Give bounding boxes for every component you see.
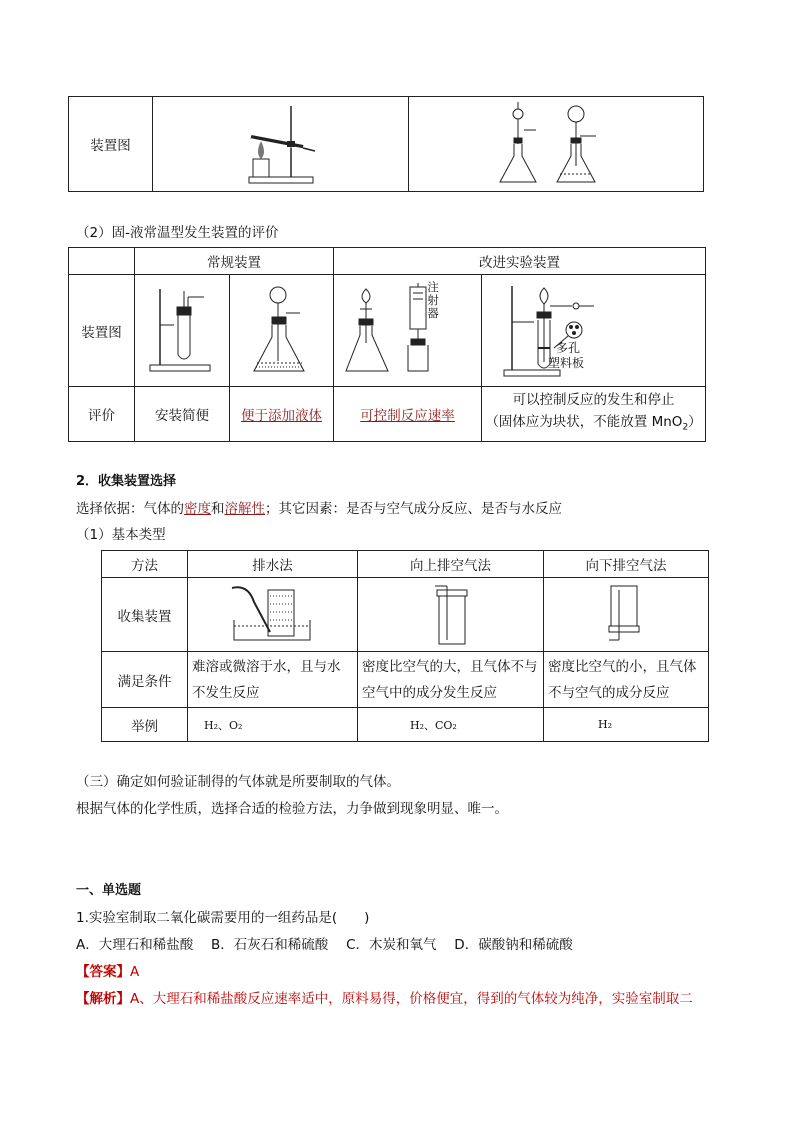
syringe-label: 注射器 bbox=[427, 280, 439, 320]
analysis-line bbox=[76, 987, 693, 1007]
eval-easy-install: 安装简便 bbox=[135, 387, 230, 442]
porous-plate-label-1: 多孔 bbox=[556, 341, 581, 355]
col-upward-air: 向上排空气法 bbox=[358, 551, 544, 578]
answer-value: A bbox=[130, 964, 140, 980]
header-improved-device: 改进实验装置 bbox=[334, 248, 706, 275]
answer-line bbox=[76, 960, 139, 980]
cond-water: 难溶或微溶于水，且与水不发生反应 bbox=[188, 652, 358, 708]
col-water-displacement: 排水法 bbox=[188, 551, 358, 578]
test-tube-apparatus-image bbox=[135, 275, 230, 387]
separatory-funnel-and-syringe-apparatus-image bbox=[334, 275, 482, 387]
porous-plate-label-2: 塑料板 bbox=[548, 356, 585, 370]
question-1-options: A．大理石和稀盐酸 B．石灰石和稀硫酸 C．木炭和氧气 D．碳酸钠和稀硫酸 bbox=[76, 937, 573, 953]
header-empty bbox=[69, 248, 135, 275]
example-upward: H₂、CO₂ bbox=[358, 708, 544, 742]
collect-basis: 选择依据：气体的密度和溶解性；其它因素：是否与空气成分反应、是否与水反应 bbox=[76, 501, 562, 517]
flask-funnel-apparatus-image bbox=[230, 275, 334, 387]
row-examples: 举例 bbox=[102, 708, 188, 742]
col-downward-air: 向下排空气法 bbox=[544, 551, 709, 578]
eval-4-line1: 可以控制反应的发生和停止 bbox=[512, 392, 675, 409]
porous-plate-apparatus-image bbox=[482, 275, 706, 387]
header-normal-device: 常规装置 bbox=[135, 248, 334, 275]
solid-liquid-evaluation-table bbox=[68, 247, 706, 442]
verify-body: 根据气体的化学性质，选择合适的检验方法，力争做到现象明显、唯一。 bbox=[76, 801, 508, 817]
analysis-tag: 【解析】 bbox=[76, 991, 130, 1007]
row-label-apparatus: 装置图 bbox=[69, 275, 135, 387]
collect-heading: 2．收集装置选择 bbox=[76, 474, 177, 489]
water-displacement-image bbox=[188, 578, 358, 652]
row-collection-device: 收集装置 bbox=[102, 578, 188, 652]
question-1: 1.实验室制取二氧化碳需要用的一组药品是( ) bbox=[76, 910, 370, 926]
row-conditions: 满足条件 bbox=[102, 652, 188, 708]
apparatus-table-top bbox=[68, 96, 704, 192]
example-downward: H₂ bbox=[544, 708, 709, 742]
col-method: 方法 bbox=[102, 551, 188, 578]
row-label-apparatus: 装置图 bbox=[69, 97, 153, 192]
downward-air-image bbox=[544, 578, 709, 652]
upward-air-image bbox=[358, 578, 544, 652]
eval-easy-add-liquid: 便于添加液体 bbox=[241, 408, 322, 424]
analysis-text: A、大理石和稀盐酸反应速率适中，原料易得，价格便宜，得到的气体较为纯净，实验室制取二 bbox=[130, 991, 693, 1007]
verify-title: （三）确定如何验证制得的气体就是所要制取的气体。 bbox=[76, 774, 400, 790]
answer-tag: 【答案】 bbox=[76, 964, 130, 980]
eval-4-line2: （固体应为块状，不能放置 MnO$_2$） bbox=[485, 414, 702, 433]
quiz-section-heading: 一、单选题 bbox=[76, 883, 142, 898]
collection-methods-table bbox=[101, 550, 709, 742]
solid-heating-apparatus-image bbox=[153, 97, 409, 192]
cond-downward: 密度比空气的小，且气体不与空气的成分反应 bbox=[544, 652, 709, 708]
row-label-eval: 评价 bbox=[69, 387, 135, 442]
cond-upward: 密度比空气的大，且气体不与空气中的成分发生反应 bbox=[358, 652, 544, 708]
solid-liquid-apparatus-image bbox=[409, 97, 704, 192]
eval-control-rate: 可控制反应速率 bbox=[360, 408, 455, 424]
collect-subtitle: （1）基本类型 bbox=[76, 527, 166, 543]
section-2-title: （2）固-液常温型发生装置的评价 bbox=[76, 225, 279, 241]
eval-control-start-stop bbox=[482, 387, 706, 442]
example-water: H₂、O₂ bbox=[188, 708, 358, 742]
